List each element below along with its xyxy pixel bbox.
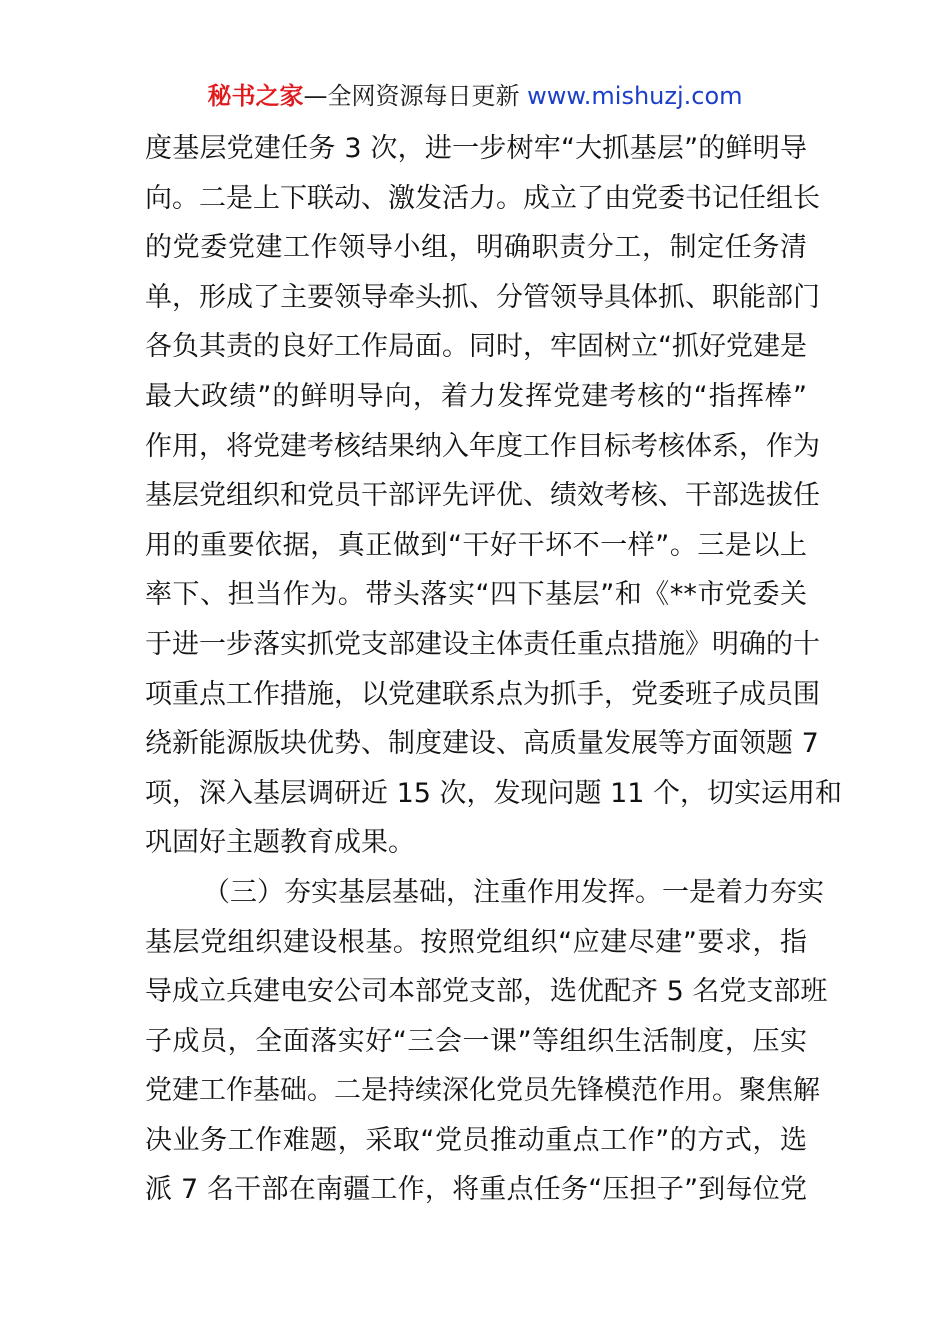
text-line: 的党委党建工作领导小组，明确职责分工，制定任务清 [145, 232, 807, 264]
paragraph-end-line: 巩固好主题教育成果。 [145, 827, 415, 859]
text-line: 率下、担当作为。带头落实“四下基层”和《**市党委关 [145, 579, 807, 611]
header-tagline: —全网资源每日更新 [303, 82, 520, 110]
text-line: 度基层党建任务 3 次，进一步树牢“大抓基层”的鲜明导 [145, 133, 807, 164]
site-url-link[interactable]: www.mishuzj.com [527, 82, 743, 110]
text-line: 各负其责的良好工作局面。同时，牢固树立“抓好党建是 [145, 331, 807, 363]
text-line: 派 7 名干部在南疆工作，将重点任务“压担子”到每位党 [145, 1174, 807, 1206]
text-line: 向。二是上下联动、激发活力。成立了由党委书记任组长 [145, 182, 820, 214]
text-line: 项重点工作措施，以党建联系点为抓手，党委班子成员围 [145, 678, 820, 710]
text-line: 作用，将党建考核结果纳入年度工作目标考核体系，作为 [145, 430, 820, 462]
text-line: 党建工作基础。二是持续深化党员先锋模范作用。聚焦解 [145, 1075, 820, 1107]
text-line: 决业务工作难题，采取“党员推动重点工作”的方式，选 [145, 1124, 807, 1156]
text-line: 用的重要依据，真正做到“干好干坏不一样”。三是以上 [145, 529, 807, 561]
text-line: 导成立兵建电安公司本部党支部，选优配齐 5 名党支部班 [145, 976, 828, 1008]
site-header [0, 80, 950, 112]
text-line: 基层党组织建设根基。按照党组织“应建尽建”要求，指 [145, 926, 807, 958]
text-line: 子成员，全面落实好“三会一课”等组织生活制度，压实 [145, 1025, 807, 1057]
brand-name: 秘书之家 [207, 82, 304, 110]
text-line: 最大政绩”的鲜明导向，着力发挥党建考核的“指挥棒” [145, 380, 807, 412]
text-line: 单，形成了主要领导牵头抓、分管领导具体抓、职能部门 [145, 281, 820, 313]
text-line: 于进一步落实抓党支部建设主体责任重点措施》明确的十 [145, 628, 820, 660]
text-line: 绕新能源版块优势、制度建设、高质量发展等方面领题 7 [145, 728, 819, 760]
text-line: 基层党组织和党员干部评先评优、绩效考核、干部选拔任 [145, 480, 820, 512]
text-line: 项，深入基层调研近 15 次，发现问题 11 个，切实运用和 [145, 777, 843, 809]
paragraph-start-line: （三）夯实基层基础，注重作用发挥。一是着力夯实 [203, 876, 824, 908]
document-body [145, 124, 843, 1215]
